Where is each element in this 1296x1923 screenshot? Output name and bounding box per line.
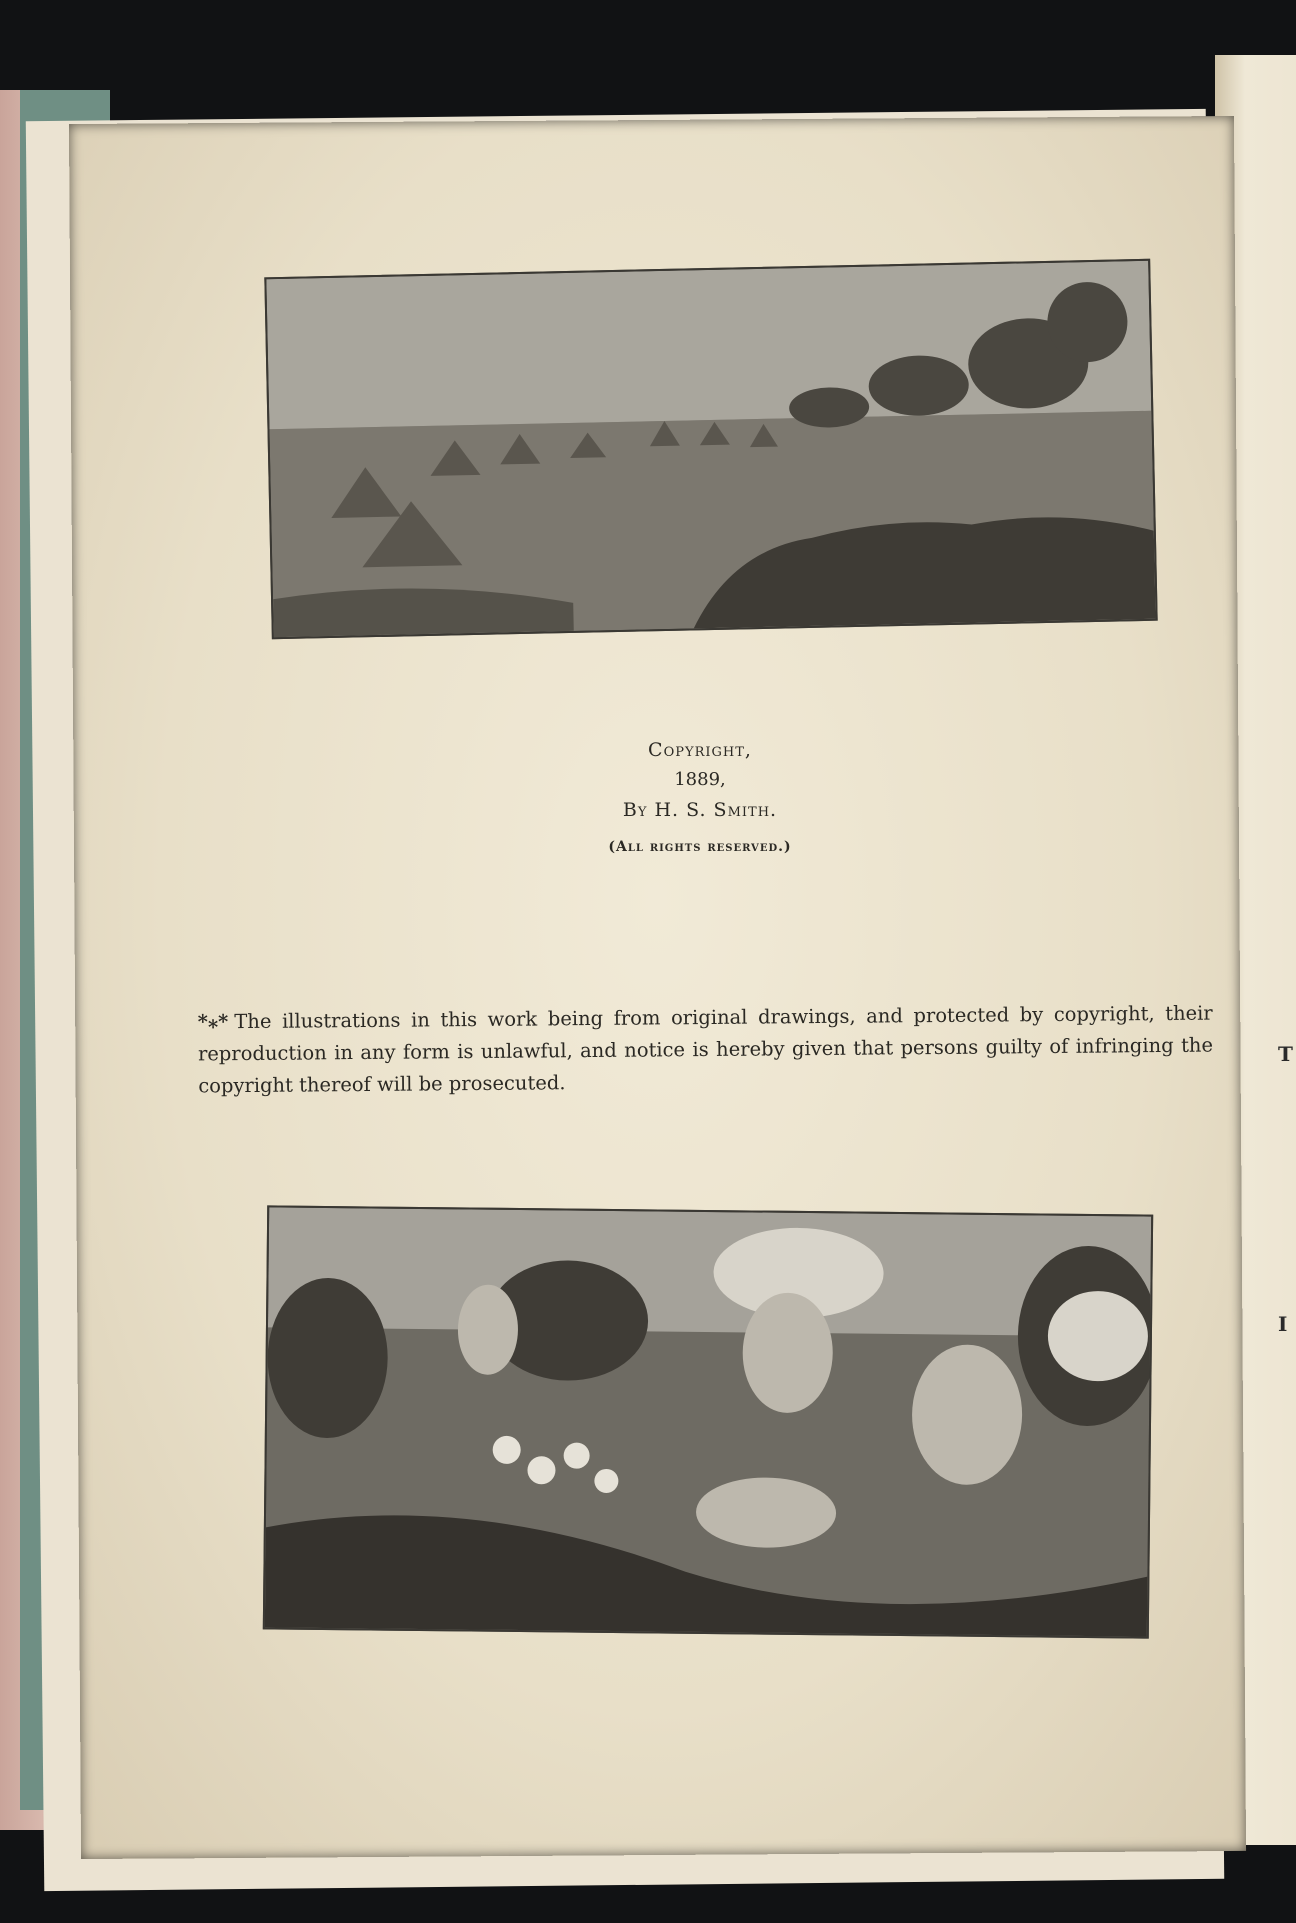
copyright-author: By H. S. Smith. bbox=[622, 799, 778, 821]
asterism-mark: *⁎* bbox=[197, 1010, 229, 1034]
rights-reserved: (All rights reserved.) bbox=[608, 839, 792, 855]
copyright-heading: Copyright, bbox=[648, 739, 752, 761]
notice-text: The illustrations in this work being from original drawings, and protected by copyright, their reproduction in any form is unlawful, and notice is hereby given that persons guilty of infringing the copyright thereof will be prosecuted. bbox=[197, 1001, 1214, 1098]
illustration-village bbox=[264, 259, 1157, 639]
copyright-notice bbox=[198, 998, 1214, 1103]
facing-page-glyph: I bbox=[1278, 1312, 1288, 1336]
facing-page-glyph: T bbox=[1278, 1042, 1293, 1066]
illustration-figures bbox=[263, 1205, 1153, 1638]
copyright-year: 1889, bbox=[674, 769, 726, 790]
copyright-block bbox=[520, 735, 880, 855]
